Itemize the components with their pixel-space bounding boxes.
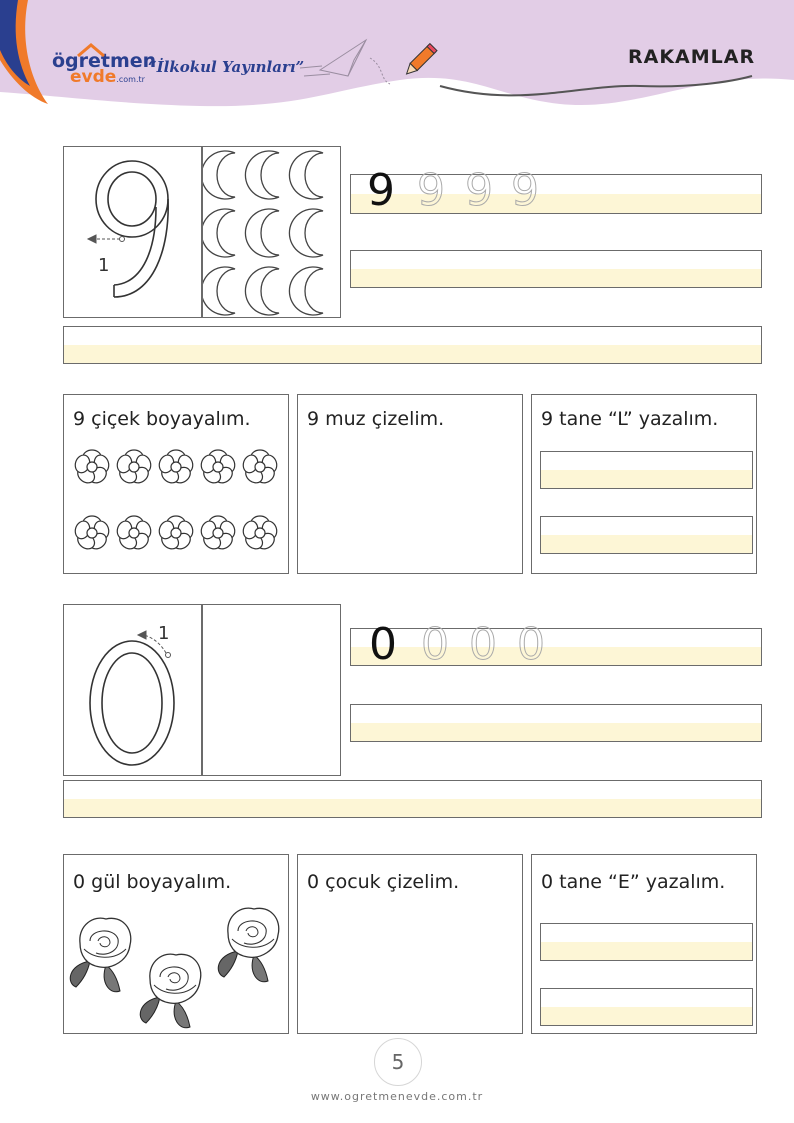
zero-roses-task bbox=[63, 854, 289, 1034]
rose-coloring-pictures[interactable] bbox=[64, 855, 290, 1035]
flower-icon[interactable] bbox=[115, 450, 153, 486]
nine-letter-l-task bbox=[531, 394, 757, 574]
nine-trace-digit: 9 bbox=[417, 165, 445, 216]
task-prompt: 0 gül boyayalım. bbox=[73, 871, 232, 893]
flower-icon[interactable] bbox=[241, 516, 279, 552]
nine-wide-writing-line[interactable] bbox=[63, 326, 762, 364]
logo-domain: .com.tr bbox=[116, 75, 145, 84]
flower-icon[interactable] bbox=[157, 450, 195, 486]
task-prompt: 9 çiçek boyayalım. bbox=[73, 408, 251, 430]
digit-nine-outline bbox=[64, 147, 203, 319]
task-prompt: 9 tane “L” yazalım. bbox=[541, 408, 719, 430]
digit-zero-outline bbox=[64, 605, 203, 777]
nine-flowers-task bbox=[63, 394, 289, 574]
flower-icon[interactable] bbox=[241, 450, 279, 486]
page-header bbox=[0, 0, 794, 110]
nine-bananas-task[interactable] bbox=[297, 394, 523, 574]
task-prompt: 0 tane “E” yazalım. bbox=[541, 871, 726, 893]
digit-zero-model-box bbox=[63, 604, 202, 776]
nine-trace-digit: 9 bbox=[511, 165, 539, 216]
footer-url: www.ogretmenevde.com.tr bbox=[310, 1090, 484, 1103]
moon-icon[interactable] bbox=[245, 267, 279, 315]
zero-wide-writing-line[interactable] bbox=[63, 780, 762, 818]
stroke-number-zero: 1 bbox=[158, 623, 170, 644]
flower-icon[interactable] bbox=[199, 450, 237, 486]
zero-trace-digit: 0 bbox=[469, 619, 497, 670]
letter-writing-line[interactable] bbox=[540, 988, 753, 1026]
moon-icon[interactable] bbox=[203, 151, 235, 199]
zero-trace-digit: 0 bbox=[421, 619, 449, 670]
brand-logo bbox=[52, 52, 156, 87]
moon-icon[interactable] bbox=[245, 209, 279, 257]
flower-coloring-grid[interactable] bbox=[64, 395, 290, 575]
flower-icon[interactable] bbox=[73, 450, 111, 486]
page-number: 5 bbox=[374, 1038, 422, 1086]
pencil-icon bbox=[400, 42, 440, 82]
letter-writing-line[interactable] bbox=[540, 923, 753, 961]
flower-icon[interactable] bbox=[199, 516, 237, 552]
zero-trace-line[interactable] bbox=[350, 619, 762, 670]
letter-writing-line[interactable] bbox=[540, 451, 753, 489]
task-prompt: 0 çocuk çizelim. bbox=[307, 871, 460, 893]
nine-trace-digit: 9 bbox=[465, 165, 493, 216]
logo-bottom-word: evde bbox=[70, 67, 117, 87]
nine-trace-line[interactable] bbox=[350, 165, 762, 216]
moon-icon[interactable] bbox=[245, 151, 279, 199]
rose-icon[interactable] bbox=[218, 908, 279, 982]
task-prompt: 9 muz çizelim. bbox=[307, 408, 445, 430]
paper-plane-icon bbox=[300, 30, 410, 90]
moon-picture-box bbox=[202, 146, 341, 318]
page-title: RAKAMLAR bbox=[628, 46, 756, 68]
rose-icon[interactable] bbox=[70, 918, 131, 992]
digit-nine-model-box bbox=[63, 146, 202, 318]
moon-icon[interactable] bbox=[203, 209, 235, 257]
zero-letter-e-task bbox=[531, 854, 757, 1034]
nine-writing-line[interactable] bbox=[350, 250, 762, 288]
flower-icon[interactable] bbox=[157, 516, 195, 552]
rose-icon[interactable] bbox=[140, 954, 201, 1028]
flower-icon[interactable] bbox=[115, 516, 153, 552]
house-icon bbox=[76, 42, 106, 58]
series-name: “İlkokul Yayınları” bbox=[148, 58, 305, 76]
empty-picture-box[interactable] bbox=[202, 604, 341, 776]
moon-icon[interactable] bbox=[289, 151, 323, 199]
logo-top-word: ögretmen bbox=[52, 50, 157, 72]
letter-writing-line[interactable] bbox=[540, 516, 753, 554]
stroke-number-nine: 1 bbox=[98, 255, 110, 276]
flower-icon[interactable] bbox=[73, 516, 111, 552]
moon-icon[interactable] bbox=[203, 267, 235, 315]
zero-children-task[interactable] bbox=[297, 854, 523, 1034]
zero-sample-digit: 0 bbox=[369, 619, 397, 670]
moon-icon[interactable] bbox=[289, 267, 323, 315]
moon-icon[interactable] bbox=[289, 209, 323, 257]
zero-trace-digit: 0 bbox=[517, 619, 545, 670]
nine-sample-digit: 9 bbox=[367, 165, 395, 216]
moon-picture-grid bbox=[203, 147, 342, 319]
zero-writing-line[interactable] bbox=[350, 704, 762, 742]
